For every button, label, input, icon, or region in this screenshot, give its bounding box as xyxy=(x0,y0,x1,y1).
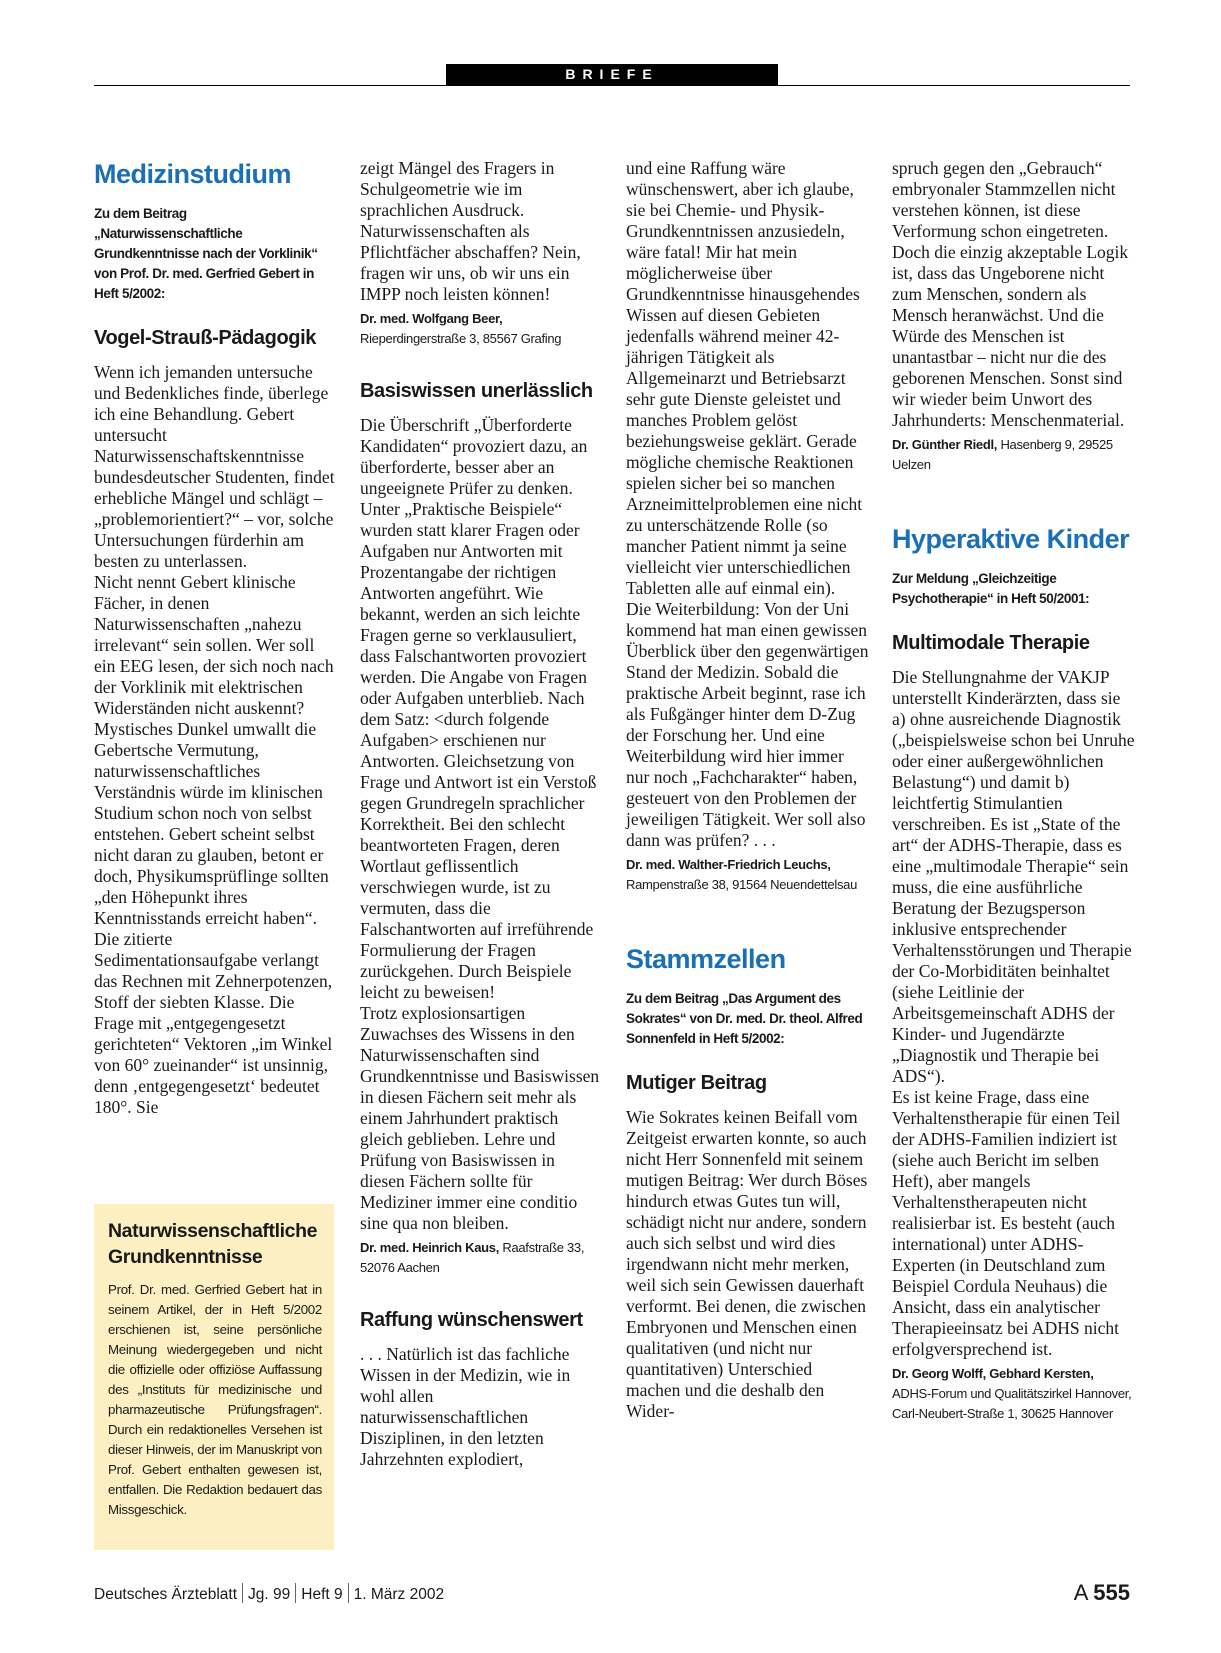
footer-divider xyxy=(242,1583,243,1603)
topic-heading: Hyperaktive Kinder xyxy=(892,524,1130,554)
letter-body: zeigt Mängel des Fragers in Schulgeometrie wie im sprachlichen Ausdruck. Naturwissenschaften als Pflichtfächer abschaffen? Nein, fragen wir uns, ob wir uns ein IMPP noch leisten können! xyxy=(360,158,581,304)
letter-body: und eine Raffung wäre wünschenswert, aber ich glaube, sie bei Chemie- und Physik-Grundkenntnissen anzusiedeln, wäre fatal! Mir hat mein möglicherweise über Grundkenntnisse hinausgehendes Wissen auf diesen Gebieten jedenfalls während meiner 42-jährigen Tätigkeit als Allgemeinarzt und Betriebsarzt sehr gute Dienste geleistet und manches Problem gelöst beziehungsweise geklärt. Gerade mögliche chemische Reaktionen spielen sicher bei so manchen Arzneimittelproblemen eine nicht zu unterschätzende Rolle (so mancher Patient nimmt ja seine vielleicht vier unterschiedlichen Tabletten alle auf einmal ein). Die Weiterbildung: Von der Uni kommend hat man einen gewissen Überblick über den gegenwärtigen Stand der Medizin. Sobald die praktische Arbeit beginnt, rase ich als Fußgänger hinter dem D-Zug der Forschung her. Und eine Weiterbildung wird hier immer nur noch „Fachcharakter“ haben, gesteuert von den Problemen der jeweiligen Tätigkeit. Wer soll also dann was prüfen? . . . xyxy=(626,158,869,850)
page-prefix: A xyxy=(1073,1580,1088,1605)
section-label: BRIEFE xyxy=(446,64,778,85)
signature-address: Rieperdingerstraße 3, 85567 Grafing xyxy=(360,331,562,346)
column-2 xyxy=(360,158,604,1470)
signature-name: Dr. Günther Riedl, xyxy=(892,437,998,452)
page-number-value: 555 xyxy=(1093,1580,1130,1605)
article-reference: Zu dem Beitrag „Das Argument des Sokrates“ von Dr. med. Dr. theol. Alfred Sonnenfeld in Heft 5/2002: xyxy=(626,991,863,1046)
article-reference: Zu dem Beitrag „Naturwissenschaftliche Grundkenntnisse nach der Vorklinik“ von Prof. Dr. med. Gerfried Gebert in Heft 5/2002: xyxy=(94,206,318,301)
topic-heading: Stammzellen xyxy=(626,944,786,974)
info-box xyxy=(94,1204,334,1550)
journal-name: Deutsches Ärzteblatt xyxy=(94,1586,238,1603)
letter-body: spruch gegen den „Gebrauch“ embryonaler Stammzellen nicht verstehen können, ist diese Verformung schon eingetreten. Doch die einzig akzeptable Logik ist, dass das Ungeborene nicht zum Menschen, sondern als Mensch heranwächst. Und die Würde des Menschen ist unantastbar – nicht nur die des geborenen Menschen. Sonst sind wir wieder beim Unwort des Jahrhunderts: Menschenmaterial. xyxy=(892,158,1129,430)
issue-date: 1. März 2002 xyxy=(353,1586,445,1603)
letter-signature xyxy=(626,855,870,895)
footer-divider xyxy=(295,1583,296,1603)
letter-signature xyxy=(892,435,1136,475)
letter-signature xyxy=(892,1364,1136,1424)
header-rule xyxy=(94,85,1130,86)
page-number xyxy=(1074,1581,1130,1605)
letter-body: Wie Sokrates keinen Beifall vom Zeitgeist erwarten konnte, so auch nicht Herr Sonnenfeld mit seinem mutigen Beitrag: Wer durch Böses hindurch etwas Gutes tun will, schädigt nicht nur andere, sondern auch sich selbst und wird dies irgendwann nicht mehr merken, weil sich sein Gewissen dauerhaft verformt. Bei denen, die zwischen Embryonen und Menschen einen qualitativen (und nicht nur quantitativen) Unterschied machen und die deshalb den Wider- xyxy=(626,1107,868,1421)
letter-signature xyxy=(360,309,604,349)
topic-heading: Medizinstudium xyxy=(94,159,291,189)
article-reference: Zur Meldung „Gleichzeitige Psychotherapie“ in Heft 50/2001: xyxy=(892,571,1090,606)
journal-volume: Jg. 99 xyxy=(248,1586,291,1603)
signature-address: Rampenstraße 38, 91564 Neuendettelsau xyxy=(626,877,858,892)
letter-headline: Vogel-Strauß-Pädagogik xyxy=(94,327,316,349)
footer-divider xyxy=(348,1583,349,1603)
signature-address: ADHS-Forum und Qualitätszirkel Hannover, Carl-Neubert-Straße 1, 30625 Hannover xyxy=(892,1386,1132,1421)
journal-issue: Heft 9 xyxy=(301,1586,343,1603)
column-3 xyxy=(626,158,870,1422)
info-box-text: Prof. Dr. med. Gerfried Gebert hat in seinem Artikel, der in Heft 5/2002 erschienen ist, seine persönliche Meinung wiedergegeben und nicht die offizielle oder offiziöse Auffassung des „Instituts für medizinische und pharmazeutische Prüfungsfragen“. Durch ein redaktionelles Versehen ist dieser Hinweis, der im Manuskript von Prof. Gebert enthalten gewesen ist, entfallen. Die Redaktion bedauert das Missgeschick. xyxy=(108,1282,322,1517)
signature-name: Dr. med. Heinrich Kaus, xyxy=(360,1240,500,1255)
letter-body: . . . Natürlich ist das fachliche Wissen in der Medizin, wie in wohl allen naturwissenschaftlichen Disziplinen, in den letzten Jahrzehnten explodiert, xyxy=(360,1344,571,1469)
signature-address: Hasenberg 9, 29525 Uelzen xyxy=(892,437,1113,472)
letter-signature xyxy=(360,1238,604,1278)
letter-headline: Multimodale Therapie xyxy=(892,632,1090,654)
column-1 xyxy=(94,158,338,1118)
letter-body: Die Überschrift „Überforderte Kandidaten“ provoziert dazu, an überforderte, besser aber an ungeeignete Prüfer zu denken. Unter „Praktische Beispiele“ wurden statt klarer Fragen oder Aufgaben nur Antworten mit Prozentangabe der richtigen Antworten angeführt. Wie bekannt, werden an sich leichte Fragen gerne so verklausuliert, dass Falschantworten provoziert werden. Die Angabe von Fragen oder Aufgaben unterblieb. Nach dem Satz: <durch folgende Aufgaben> erschienen nur Antworten. Gleichsetzung von Frage und Antwort ist ein Verstoß gegen Grundregeln sprachlicher Korrektheit. Bei den schlecht beantworteten Fragen, deren Wortlaut geflissentlich verschwiegen wurde, ist zu vermuten, dass die Falschantworten auf irreführende Formulierung der Fragen zurückgehen. Durch Beispiele leicht zu beweisen! Trotz explosionsartigen Zuwachses des Wissens in den Naturwissenschaften sind Grundkenntnisse und Basiswissen in diesen Fächern seit mehr als einem Jahrhundert praktisch gleich geblieben. Lehre und Prüfung von Basiswissen in diesen Fächern sollte für Mediziner immer eine conditio sine qua non bleiben. xyxy=(360,415,600,1233)
letter-body: Die Stellungnahme der VAKJP unterstellt Kinderärzten, dass sie a) ohne ausreichende Diagnostik („beispielsweise schon bei Unruhe oder einer außergewöhnlichen Belastung“) und damit b) leichtfertig Stimulantien verschreiben. Es ist „State of the art“ der ADHS-Therapie, dass es eine „multimodale Therapie“ sein muss, die eine ausführliche Beratung der Bezugsperson inklusive entsprechender Verhaltensstörungen und Therapie der Co-Morbiditäten beinhaltet (siehe Leitlinie der Arbeitsgemeinschaft ADHS der Kinder- und Jugendärzte „Diagnostik und Therapie bei ADS“). Es ist keine Frage, dass eine Verhaltenstherapie für einen Teil der ADHS-Familien indiziert ist (siehe auch Bericht im selben Heft), aber mangels Verhaltenstherapeuten nicht realisierbar ist. Es besteht (auch international) unter ADHS-Experten (in Deutschland zum Beispiel Cordula Neuhaus) die Ansicht, dass ein analytischer Therapieeinsatz bei ADHS nicht erfolgversprechend ist. xyxy=(892,667,1135,1359)
letter-headline: Mutiger Beitrag xyxy=(626,1072,767,1094)
info-box-title: Naturwissenschaftliche Grundkenntnisse xyxy=(108,1220,318,1268)
signature-name: Dr. Georg Wolff, Gebhard Kersten, xyxy=(892,1366,1094,1381)
signature-name: Dr. med. Walther-Friedrich Leuchs, xyxy=(626,857,831,872)
column-4 xyxy=(892,158,1136,1424)
signature-address: Raafstraße 33, 52076 Aachen xyxy=(360,1240,585,1275)
signature-name: Dr. med. Wolfgang Beer, xyxy=(360,311,503,326)
letter-headline: Basiswissen unerlässlich xyxy=(360,380,593,402)
letter-headline: Raffung wünschenswert xyxy=(360,1309,583,1331)
page-footer xyxy=(94,1580,1130,1607)
letter-body: Wenn ich jemanden untersuche und Bedenkliches finde, überlege ich eine Behandlung. Gebert untersucht Naturwissenschaftskenntnisse bundesdeutscher Studenten, findet erhebliche Mängel und schlägt – „problemorientiert?“ – vor, solche Untersuchungen fürderhin am besten zu unterlassen. Nicht nennt Gebert klinische Fächer, in denen Naturwissenschaften „nahezu irrelevant“ sein sollen. Wer soll ein EEG lesen, der sich noch nach der Vorklinik mit elektrischen Widerständen nicht auskennt? Mystisches Dunkel umwallt die Gebertsche Vermutung, naturwissenschaftliches Verständnis würde im klinischen Studium schon noch von selbst entstehen. Gebert scheint selbst nicht daran zu glauben, betont er doch, Physikumsprüflinge sollten „den Höhepunkt ihres Kenntnisstands erreicht haben“. Die zitierte Sedimentationsaufgabe verlangt das Rechnen mit Zehnerpotenzen, Stoff der siebten Klasse. Die Frage mit „entgegengesetzt gerichteten“ Vektoren „im Winkel von 60° zueinander“ ist unsinnig, denn ‚entgegengesetzt‘ bedeutet 180°. Sie xyxy=(94,362,335,1117)
